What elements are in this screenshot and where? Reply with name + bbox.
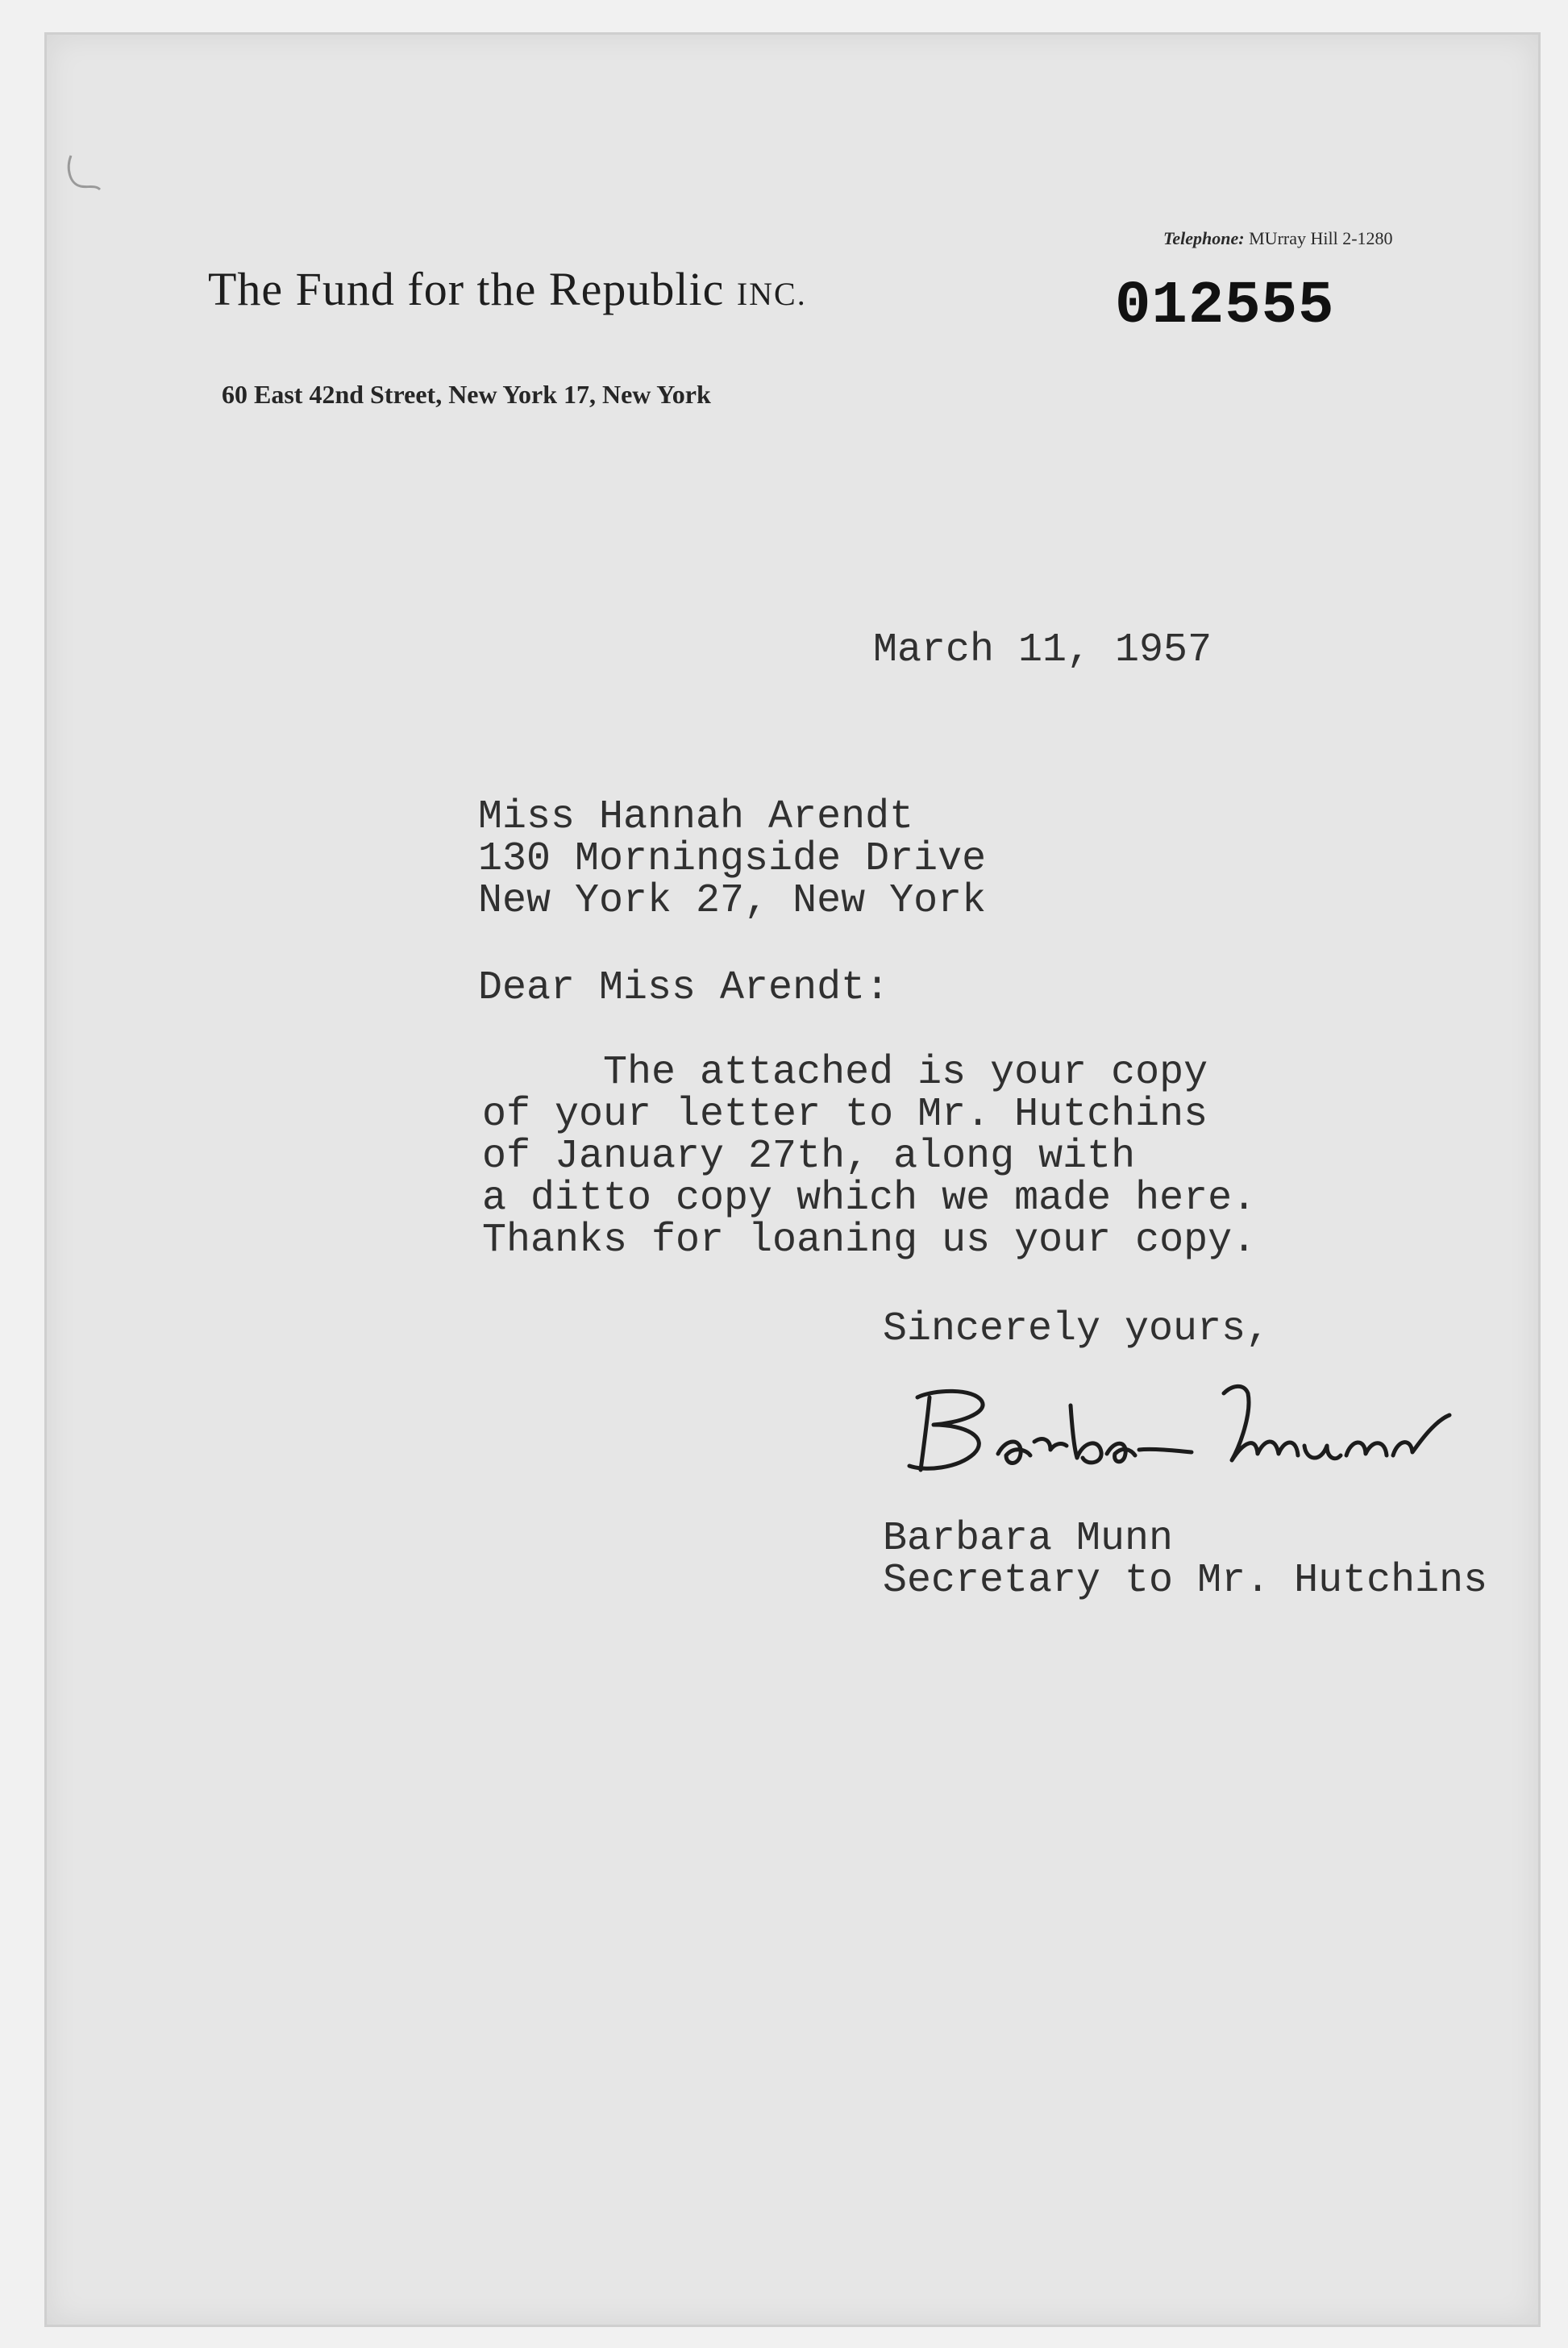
body-line: of January 27th, along with xyxy=(482,1134,1136,1180)
recipient-address xyxy=(478,794,987,924)
organization-name: The Fund for the Republic xyxy=(208,263,725,315)
letterhead-address: 60 East 42nd Street, New York 17, New York xyxy=(222,380,711,409)
organization-inc: INC. xyxy=(736,276,807,312)
salutation: Dear Miss Arendt: xyxy=(478,965,890,1011)
letter-date: March 11, 1957 xyxy=(873,627,1212,673)
telephone-label: Telephone: xyxy=(1163,228,1245,248)
letter-page xyxy=(44,32,1541,2327)
letterhead-organization xyxy=(208,262,807,316)
body-line: The attached is your copy xyxy=(482,1050,1208,1096)
pencil-mark-icon xyxy=(63,148,103,196)
telephone-number: MUrray Hill 2-1280 xyxy=(1249,228,1393,248)
document-number: 012555 xyxy=(1115,273,1335,340)
recipient-line: 130 Morningside Drive xyxy=(478,836,987,882)
letterhead-telephone xyxy=(1163,228,1393,249)
body-line: Thanks for loaning us your copy. xyxy=(482,1218,1257,1264)
handwritten-signature xyxy=(885,1365,1498,1494)
body-line: a ditto copy which we made here. xyxy=(482,1176,1257,1222)
recipient-line: New York 27, New York xyxy=(478,878,987,924)
signer-name: Barbara Munn xyxy=(883,1516,1174,1562)
letter-body xyxy=(482,1052,1256,1262)
body-line: of your letter to Mr. Hutchins xyxy=(482,1092,1208,1138)
signer-title: Secretary to Mr. Hutchins xyxy=(883,1558,1488,1604)
recipient-line: Miss Hannah Arendt xyxy=(478,794,914,840)
closing: Sincerely yours, xyxy=(883,1306,1271,1352)
signature-block xyxy=(883,1518,1487,1602)
